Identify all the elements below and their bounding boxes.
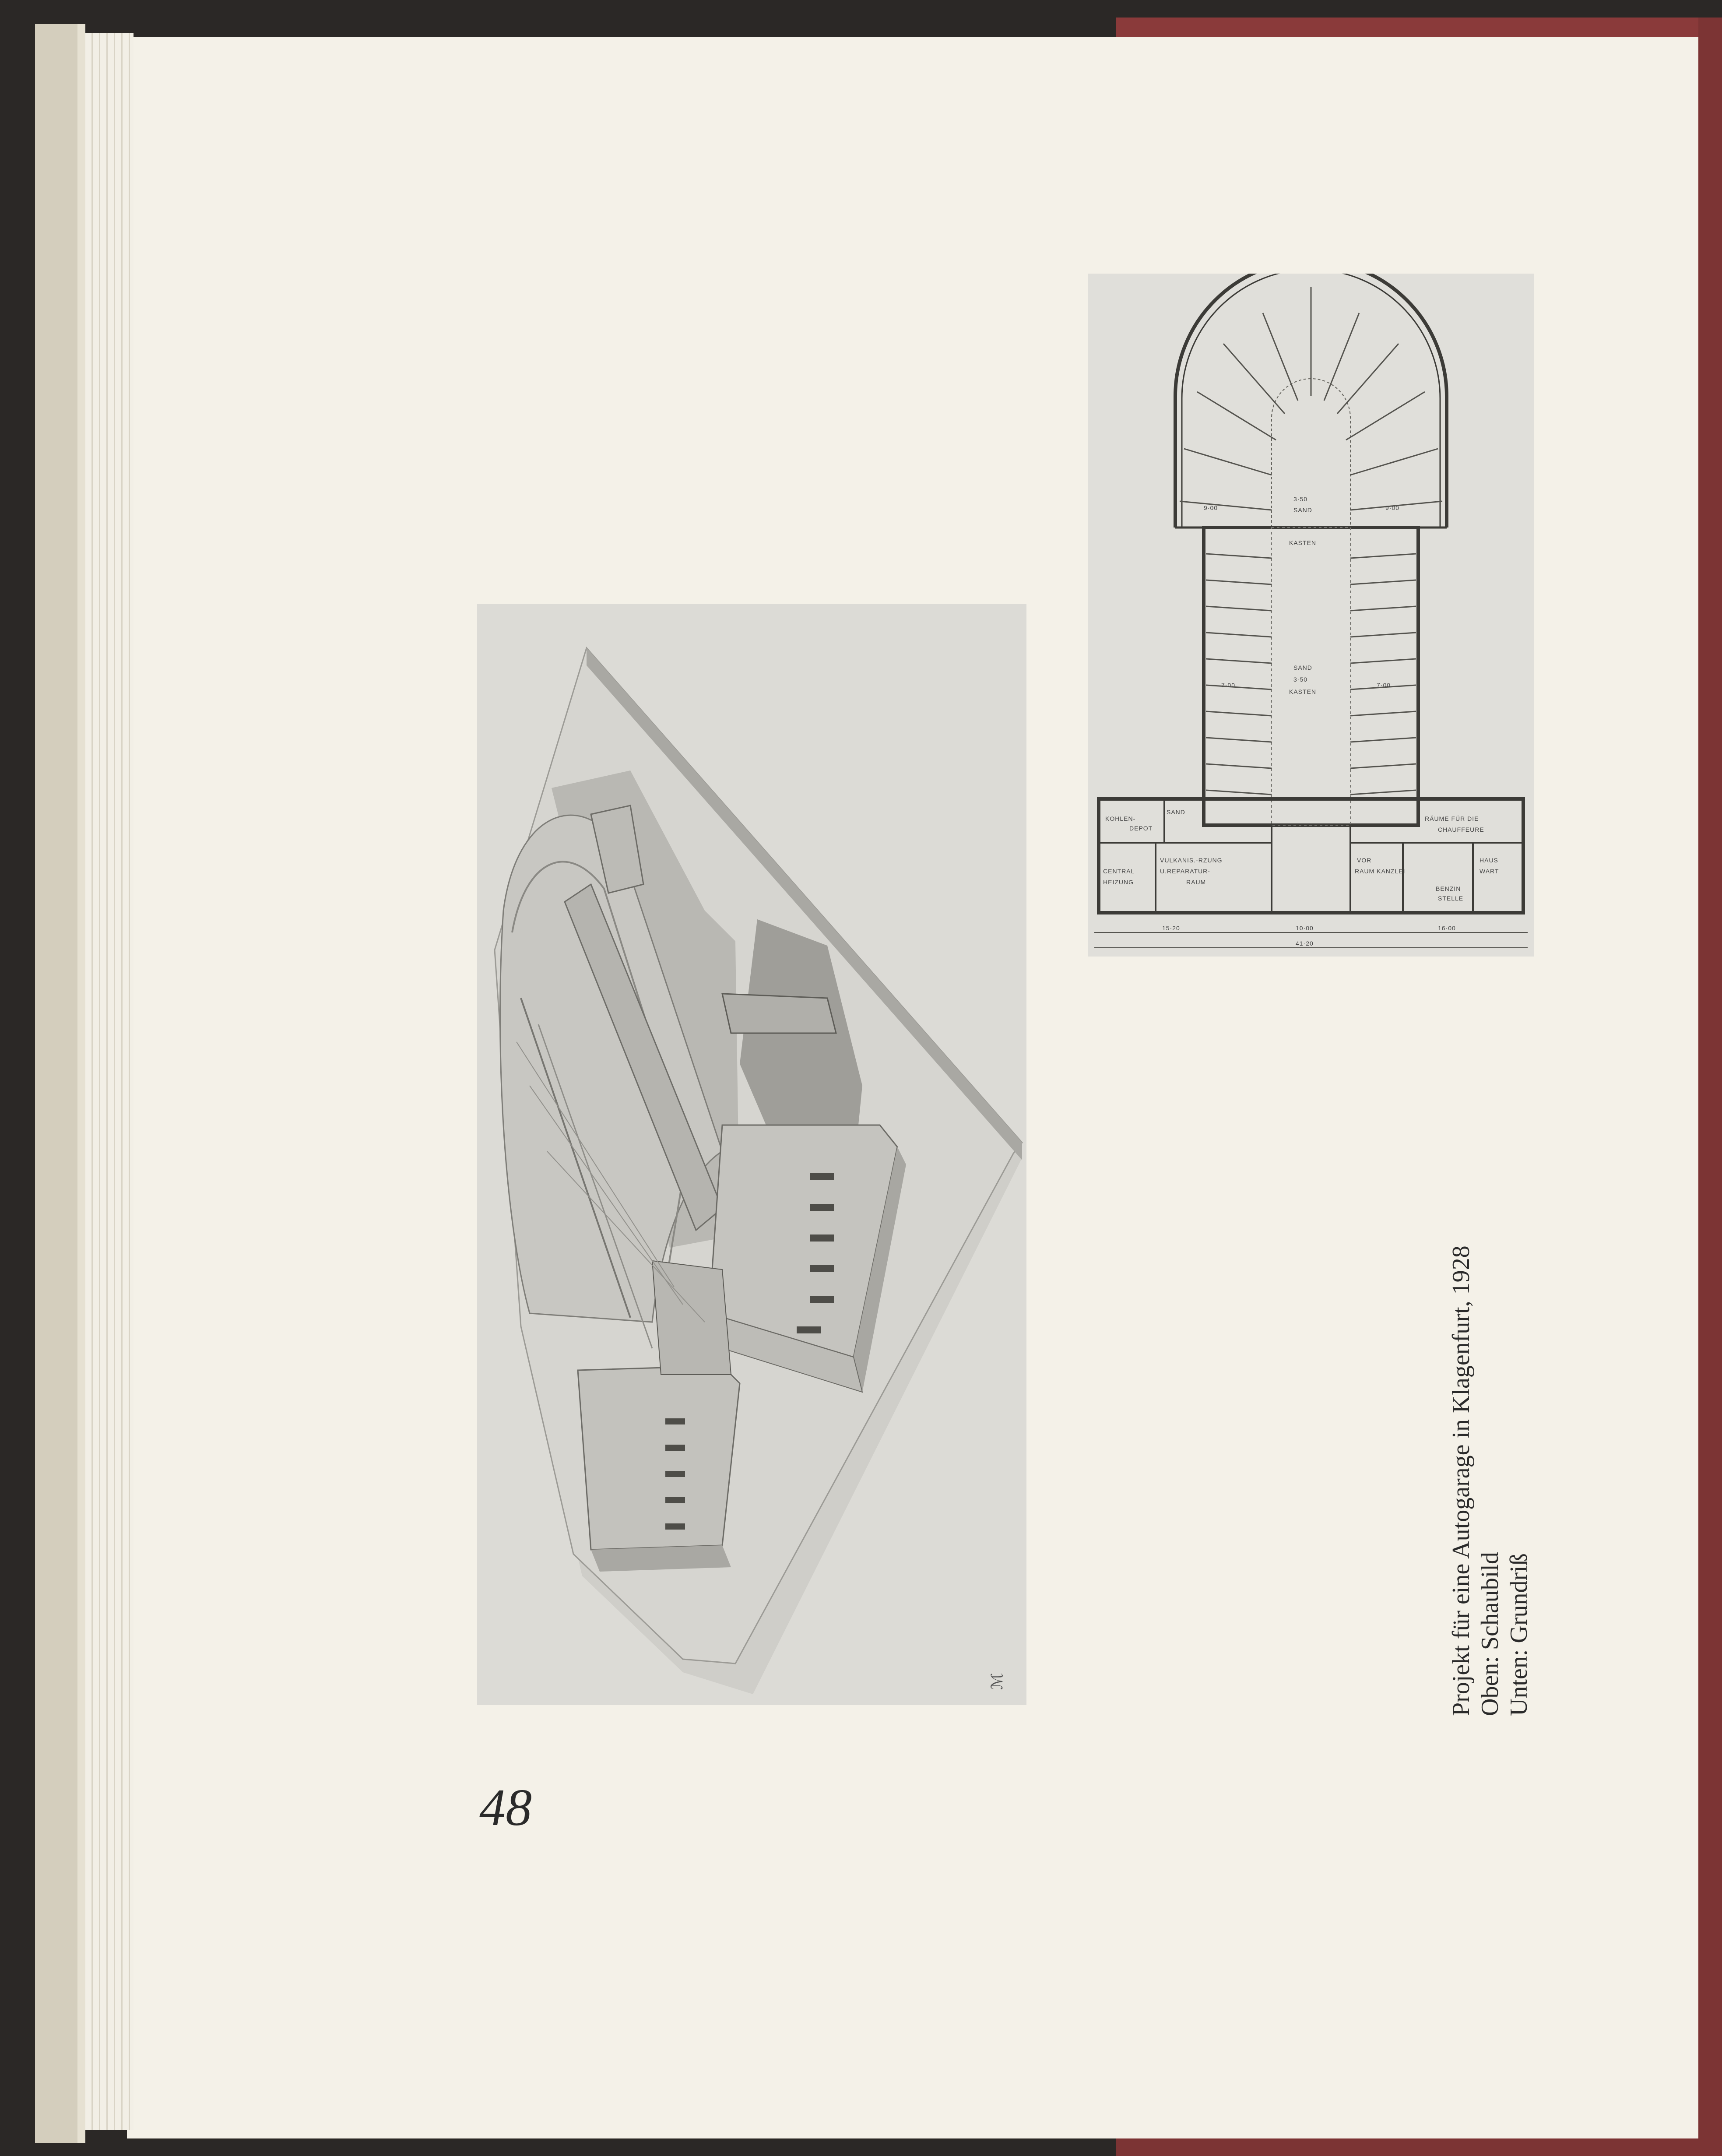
label-benzin: BENZIN: [1436, 885, 1461, 892]
dim-bottom-left: 15·20: [1162, 925, 1180, 932]
label-central: CENTRAL: [1103, 868, 1135, 875]
page-edges: [85, 33, 134, 2130]
label-sand-depot: SAND: [1167, 809, 1185, 816]
label-vulkanis: VULKANIS.-RZUNG: [1160, 857, 1223, 864]
dim-bottom-mid: 10·00: [1296, 925, 1314, 932]
caption-line-bottom: Unten: Grundriß: [1505, 1553, 1532, 1716]
artist-signature: ℳ: [988, 1673, 1006, 1690]
label-heizung: HEIZUNG: [1103, 879, 1134, 886]
figure-caption: [1447, 1245, 1533, 1716]
cover-edge-bottom: [1116, 2136, 1722, 2156]
label-sand-mid: SAND: [1293, 664, 1312, 671]
label-reparatur: U.REPARATUR-: [1160, 868, 1210, 875]
cover-edge-top: [1116, 18, 1722, 39]
label-haus: HAUS: [1480, 857, 1498, 864]
label-kasten-top: KASTEN: [1289, 539, 1317, 546]
label-sand-top: SAND: [1293, 506, 1312, 514]
label-stelle: STELLE: [1438, 895, 1464, 902]
label-raume-fur-die: RÄUME FÜR DIE: [1425, 815, 1479, 822]
dim-total: 41·20: [1296, 940, 1314, 947]
perspective-drawing-graphic: [477, 604, 1026, 1705]
label-raum-kanzlei: RAUM KANZLEI: [1355, 868, 1406, 875]
label-wart: WART: [1480, 868, 1499, 875]
label-kasten-mid: KASTEN: [1289, 688, 1317, 695]
dim-mid-right: 7·00: [1377, 682, 1391, 689]
dim-top-left: 9·00: [1204, 504, 1218, 511]
dim-top-right: 9·00: [1385, 504, 1400, 511]
cover-edge-right: [1698, 18, 1722, 2156]
floor-plan-drawing: [1088, 274, 1534, 957]
caption-line-title: Projekt für eine Autogarage in Klagenfurt, 1928: [1448, 1245, 1475, 1716]
dim-mid-mid: 3·50: [1293, 676, 1308, 683]
dim-bottom-right: 16·00: [1438, 925, 1456, 932]
book-spine: [35, 24, 85, 2143]
page-number: 48: [479, 1778, 532, 1836]
label-depot: DEPOT: [1129, 825, 1153, 832]
perspective-drawing: [477, 604, 1026, 1705]
caption-line-top: Oben: Schaubild: [1476, 1552, 1504, 1716]
label-vor: VOR: [1357, 857, 1372, 864]
dim-top-mid: 3·50: [1293, 496, 1308, 503]
label-chauffeure: CHAUFFEURE: [1438, 826, 1484, 833]
floor-plan-graphic: [1088, 274, 1534, 957]
dim-mid-left: 7·00: [1221, 682, 1236, 689]
label-raum: RAUM: [1186, 879, 1206, 886]
label-kohlen: KOHLEN-: [1105, 815, 1136, 822]
